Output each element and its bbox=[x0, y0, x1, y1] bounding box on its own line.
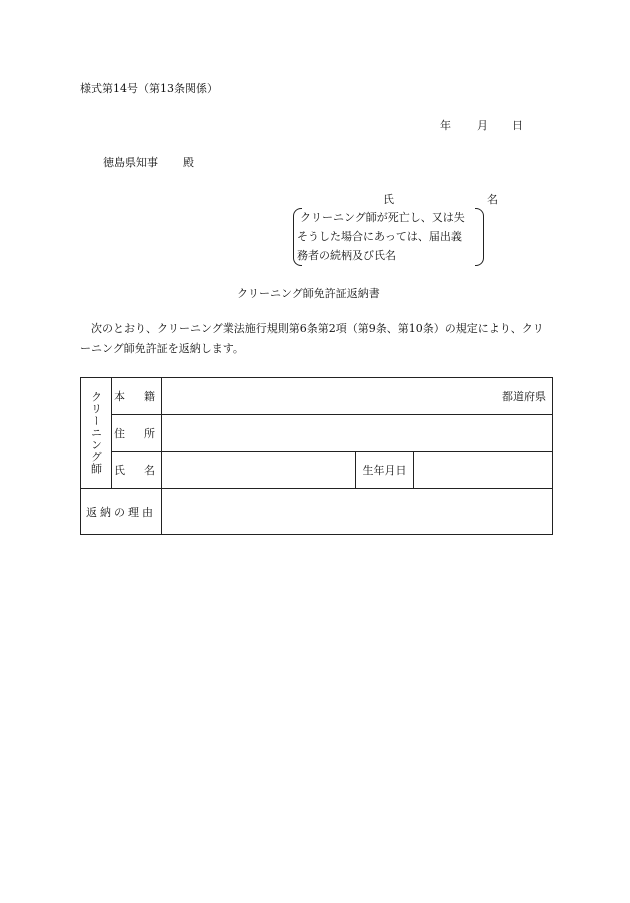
document-title: クリーニング師免許証返納書 bbox=[237, 287, 380, 300]
row-address bbox=[81, 415, 553, 452]
birthdate-label: 生年月日 bbox=[356, 452, 414, 489]
applicant-name-label-right: 名 bbox=[487, 193, 498, 206]
row-honseki bbox=[81, 378, 553, 415]
birthdate-field[interactable] bbox=[414, 452, 553, 489]
prefecture-suffix: 都道府県 bbox=[502, 390, 546, 403]
return-form-table bbox=[80, 377, 553, 535]
applicant-note-line-1: クリーニング師が死亡し、又は失 bbox=[300, 211, 465, 224]
honseki-field[interactable] bbox=[162, 378, 553, 415]
body-text-line-2: ーニング師免許証を返納します。 bbox=[80, 342, 244, 355]
date-day: 日 bbox=[512, 119, 523, 132]
reason-label: 返納の理由 bbox=[81, 489, 162, 535]
applicant-note-line-2: そうした場合にあっては、届出義 bbox=[297, 230, 462, 243]
addressee-honorific: 殿 bbox=[183, 156, 194, 169]
note-right-bracket bbox=[475, 208, 484, 266]
row-name bbox=[81, 452, 553, 489]
form-number: 様式第14号（第13条関係） bbox=[80, 82, 218, 95]
name-field[interactable] bbox=[162, 452, 356, 489]
name-label: 氏 名 bbox=[112, 452, 162, 489]
addressee-name: 徳島県知事 bbox=[103, 156, 158, 169]
group-cell bbox=[81, 378, 112, 489]
reason-field[interactable] bbox=[162, 489, 553, 535]
body-text-line-1: 次のとおり、クリーニング業法施行規則第6条第2項（第9条、第10条）の規定により、クリ bbox=[91, 322, 544, 335]
applicant-name-label-left: 氏 bbox=[383, 193, 394, 206]
date-year: 年 bbox=[440, 119, 451, 132]
group-label-cleaning-master: クリーニング師 bbox=[89, 391, 103, 475]
address-label: 住 所 bbox=[112, 415, 162, 452]
honseki-label: 本 籍 bbox=[112, 378, 162, 415]
date-month: 月 bbox=[477, 119, 488, 132]
row-reason bbox=[81, 489, 553, 535]
address-field[interactable] bbox=[162, 415, 553, 452]
applicant-note-line-3: 務者の続柄及び氏名 bbox=[297, 249, 396, 262]
